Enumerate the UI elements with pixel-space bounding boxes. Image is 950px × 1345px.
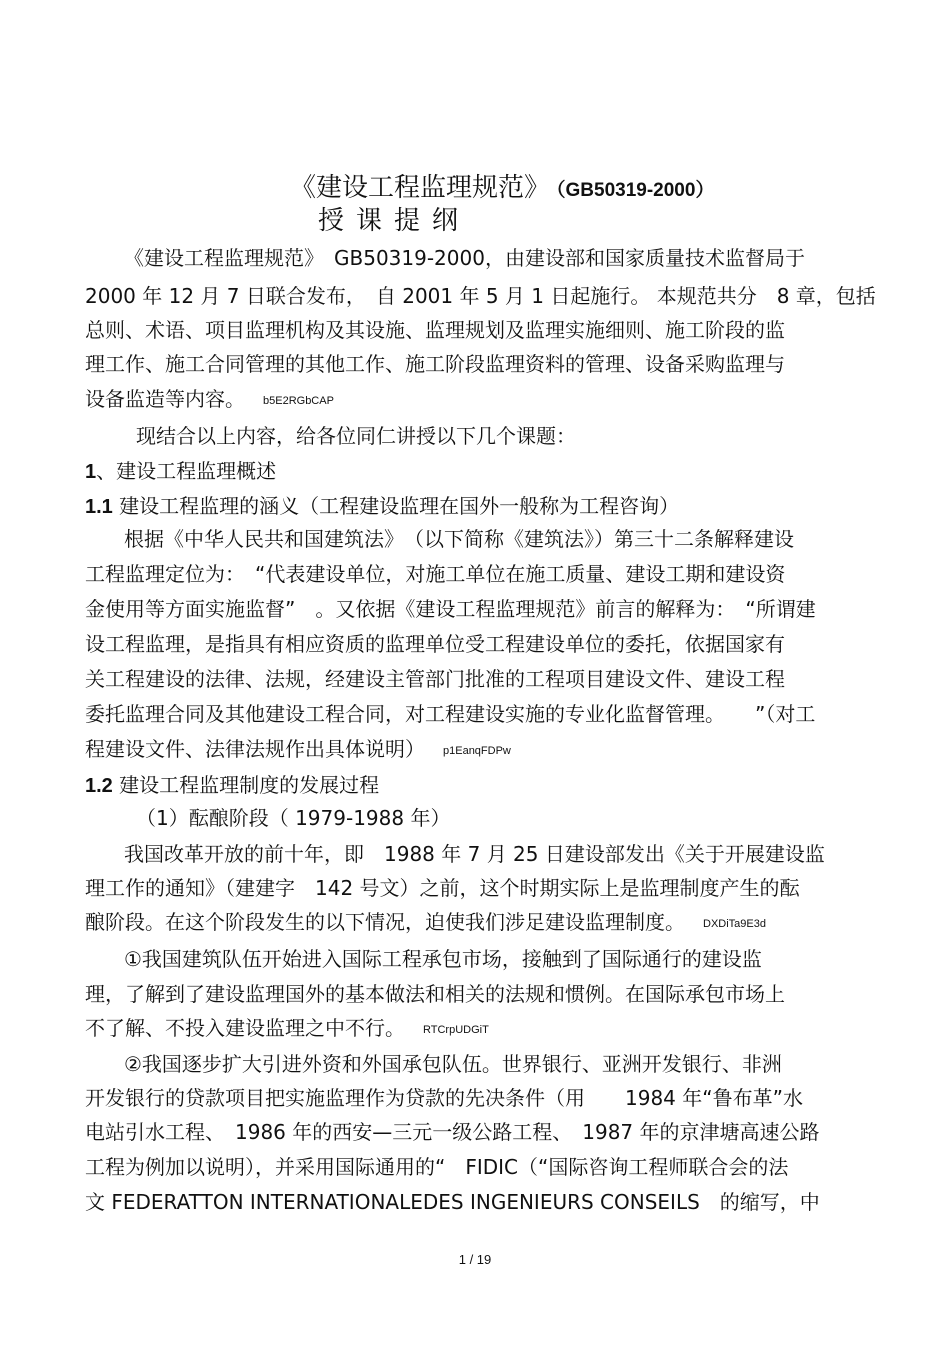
para-line: 我国改革开放的前十年，即 1988 年 7 月 25 日建设部发出《关于开展建设监 — [124, 842, 825, 866]
para-line: 金使用等方面实施监督” 。又依据《建设工程监理规范》前言的解释为： “所谓建 — [85, 597, 816, 621]
item-text: 不了解、不投入建设监理之中不行。 — [85, 1016, 405, 1040]
intro-line: 《建设工程监理规范》 GB50319-2000，由建设部和国家质量技术监督局于 — [124, 246, 805, 270]
para-line-last — [85, 735, 511, 765]
section-number: 1.1 — [85, 496, 113, 518]
item-line-last — [85, 1014, 489, 1044]
title-text: 《建设工程监理规范》 — [290, 173, 551, 203]
stage-heading: （1）酝酿阶段（ 1979-1988 年） — [136, 806, 451, 830]
document-subtitle: 授课提纲 — [318, 206, 471, 236]
section-number: 1.2 — [85, 775, 113, 797]
watermark-code: DXDiTa9E3d — [703, 917, 766, 930]
para-text: 程建设文件、法律法规作出具体说明） — [85, 737, 425, 761]
watermark-code: b5E2RGbCAP — [263, 394, 334, 407]
para-text: 酿阶段。在这个阶段发生的以下情况，迫使我们涉足建设监理制度。 — [85, 910, 685, 934]
item-line: 开发银行的贷款项目把实施监理作为贷款的先决条件（用 1984 年“鲁布革”水 — [85, 1086, 803, 1110]
para-line: 设工程监理，是指具有相应资质的监理单位受工程建设单位的委托，依据国家有 — [85, 632, 785, 656]
item-line: 电站引水工程、 1986 年的西安—三元一级公路工程、 1987 年的京津塘高速公路 — [85, 1120, 820, 1144]
page-number: 1 / 19 — [458, 1252, 492, 1267]
para-line: 工程监理定位为： “代表建设单位，对施工单位在施工质量、建设工期和建设资 — [85, 562, 786, 586]
intro-line: 2000 年 12 月 7 日联合发布， 自 2001 年 5 月 1 日起施行。 本规范共分 8 章，包括 — [85, 284, 876, 308]
item-line: 工程为例加以说明），并采用国际通用的“ FIDIC（“国际咨询工程师联合会的法 — [85, 1155, 789, 1179]
section-1-heading — [85, 457, 276, 486]
intro-text: 设备监造等内容。 — [85, 387, 245, 411]
section-title: 、建设工程监理概述 — [96, 459, 277, 483]
item-line: ②我国逐步扩大引进外资和外国承包队伍。世界银行、亚洲开发银行、非洲 — [124, 1052, 782, 1076]
section-title: 建设工程监理的涵义（工程建设监理在国外一般称为工程咨询） — [112, 494, 680, 518]
section-number: 1 — [85, 461, 97, 483]
intro-line: 总则、术语、项目监理机构及其设施、监理规划及监理实施细则、施工阶段的监 — [85, 318, 785, 342]
intro-line-last — [85, 385, 334, 415]
watermark-code: p1EanqFDPw — [443, 744, 511, 757]
watermark-code: RTCrpUDGiT — [423, 1023, 489, 1036]
lead-line: 现结合以上内容，给各位同仁讲授以下几个课题： — [136, 424, 576, 448]
intro-line: 理工作、施工合同管理的其他工作、施工阶段监理资料的管理、设备采购监理与 — [85, 352, 785, 376]
title-code: （GB50319-2000） — [556, 180, 715, 201]
para-line: 关工程建设的法律、法规，经建设主管部门批准的工程项目建设文件、建设工程 — [85, 667, 785, 691]
para-line: 根据《中华人民共和国建筑法》 （以下简称《建筑法》）第三十二条解释建设 — [124, 527, 794, 551]
para-line-last — [85, 908, 766, 938]
para-line: 理工作的通知》（建建字 142 号文）之前，这个时期实际上是监理制度产生的酝 — [85, 876, 800, 900]
section-1-1-heading — [85, 492, 679, 521]
section-1-2-heading — [85, 771, 379, 800]
item-line: ①我国建筑队伍开始进入国际工程承包市场，接触到了国际通行的建设监 — [124, 947, 762, 971]
item-line: 文 FEDERATTON INTERNATIONALEDES INGENIEURS CONSEILS 的缩写，中 — [85, 1190, 820, 1214]
para-line: 委托监理合同及其他建设工程合同，对工程建设实施的专业化监督管理。 ”（对工 — [85, 702, 816, 726]
section-title: 建设工程监理制度的发展过程 — [112, 773, 380, 797]
item-line: 理，了解到了建设监理国外的基本做法和相关的法规和惯例。在国际承包市场上 — [85, 982, 785, 1006]
